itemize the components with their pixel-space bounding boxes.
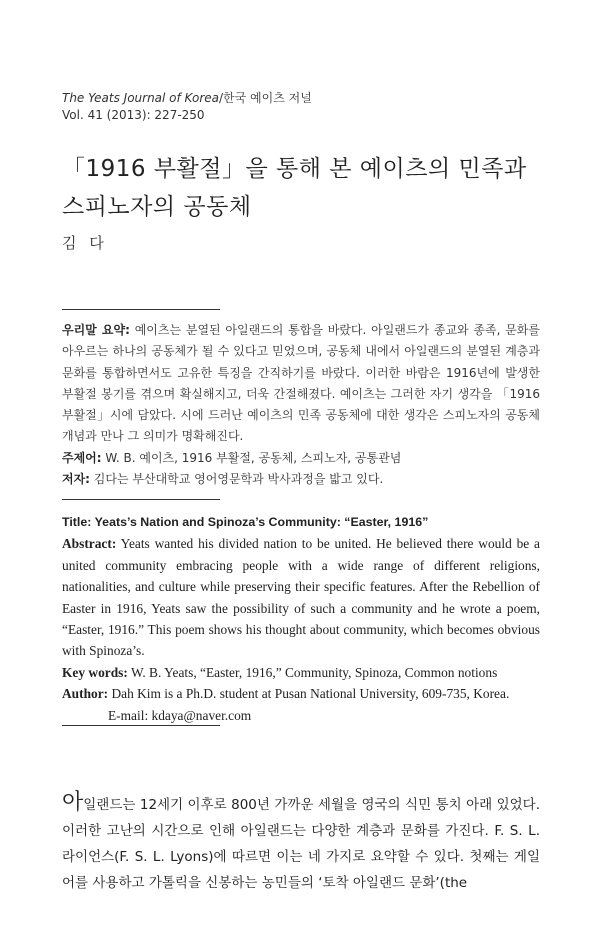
divider-top <box>62 309 220 310</box>
journal-volume: Vol. 41 (2013): 227-250 <box>62 108 205 122</box>
divider-middle <box>62 499 220 500</box>
journal-header <box>62 90 312 124</box>
body-paragraph <box>62 790 540 896</box>
keywords-korean-label: 주제어: <box>62 450 102 465</box>
author-english-text: Dah Kim is a Ph.D. student at Pusan National University, 609-735, Korea. <box>108 686 510 702</box>
author-english <box>62 683 540 704</box>
paper-title-line-2: 스피노자의 공동체 <box>62 194 252 220</box>
divider-bottom <box>62 725 220 726</box>
journal-title-line <box>62 90 312 107</box>
body-paragraph-text: 일랜드는 12세기 이후로 800년 가까운 세월을 영국의 식민 통치 아래 있었다. 이러한 고난의 시간으로 인해 아일랜드는 다양한 계층과 문화를 가진다. F. S. L. 라이언스(F. S. L. Lyons)에 따르면 이는 네 가지로 요약할 수 있다. 첫째는 게일어를 사용하고 가톨릭을 신봉하는 농민들의 ‘토착 아일랜드 문화’(the <box>62 797 540 891</box>
keywords-korean <box>62 448 540 469</box>
paper-title-line-1: 「1916 부활절」을 통해 본 예이츠의 민족과 <box>62 156 527 182</box>
paper-title <box>62 150 527 226</box>
drop-cap: 아 <box>62 790 84 815</box>
abstract-english-text <box>62 533 540 661</box>
abstract-korean-label: 우리말 요약: <box>62 323 130 337</box>
keywords-english-label: Key words: <box>62 664 128 680</box>
abstract-english-label: Abstract: <box>62 536 117 552</box>
paper-author: 김 다 <box>62 234 108 252</box>
keywords-korean-list: W. B. 예이츠, 1916 부활절, 공동체, 스피노자, 공통관념 <box>101 450 402 465</box>
author-korean-label: 저자: <box>62 472 90 487</box>
keywords-english-list: W. B. Yeats, “Easter, 1916,” Community, Spinoza, Common notions <box>127 664 498 680</box>
author-korean-text: 김다는 부산대학교 영어영문학과 박사과정을 밟고 있다. <box>89 472 384 487</box>
abstract-english-body: Yeats wanted his divided nation to be united. He believed there would be a united community embracing people with a wide range of different religions, nationalities, and culture while preserving their specific features. After the Rebellion of Easter in 1916, Yeats saw the possibility of such a community and he wrote a poem, “Easter, 1916.” This poem shows his thought about community, which becomes obvious with Spinoza’s. <box>62 536 540 659</box>
author-korean <box>62 469 540 490</box>
journal-name: The Yeats Journal of Korea <box>62 91 220 105</box>
english-title: Title: Yeats’s Nation and Spinoza’s Community: “Easter, 1916” <box>62 515 429 529</box>
abstract-korean-body: 예이츠는 분열된 아일랜드의 통합을 바랐다. 아일랜드가 종교와 종족, 문화를 아우르는 하나의 공동체가 될 수 있다고 믿었으며, 공동체 내에서 아일랜드의 분열된 계층과 문화를 통합하면서도 고유한 특징을 간직하기를 바랐다. 이러한 바람은 1916년에 발생한 부활절 봉기를 겪으며 확실해지고, 더욱 간절해졌다. 예이츠는 그러한 자기 생각을 「1916 부활절」시에 담았다. 시에 드러난 예이츠의 민족 공동체에 대한 생각은 스피노자의 공동체 개념과 만나 그 의미가 명확해진다. <box>62 323 540 444</box>
keywords-english <box>62 662 540 683</box>
abstract-korean-text <box>62 320 540 448</box>
body-text <box>62 790 540 896</box>
abstract-korean <box>62 320 540 490</box>
abstract-english <box>62 512 540 726</box>
journal-name-korean: /한국 예이츠 저널 <box>219 91 312 105</box>
author-english-label: Author: <box>62 686 109 702</box>
author-email: E-mail: kdaya@naver.com <box>108 707 252 723</box>
